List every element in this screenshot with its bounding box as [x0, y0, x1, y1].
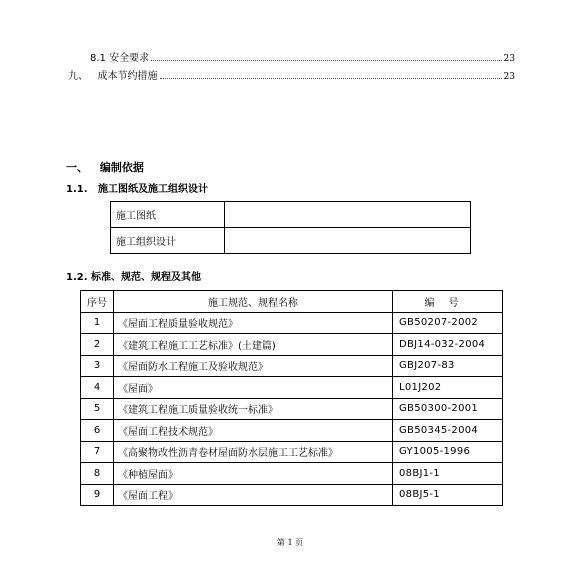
- section-heading: [66, 159, 144, 175]
- table-cell-no: 8: [81, 463, 114, 485]
- table-cell-no: 5: [81, 398, 114, 420]
- table-row: [111, 202, 471, 228]
- table-cell-value: [225, 202, 471, 228]
- column-header-no: 序号: [81, 291, 114, 313]
- table-cell-no: 7: [81, 441, 114, 463]
- page-number: 第 1 页: [276, 538, 304, 547]
- standards-table-body: [81, 312, 503, 506]
- table-row: [81, 420, 503, 442]
- toc-entry[interactable]: [68, 67, 515, 82]
- table-cell-name: 《屋面防水工程施工及验收规范》: [114, 355, 393, 377]
- table-cell-name: 《屋面工程》: [114, 484, 393, 506]
- table-cell-no: 4: [81, 377, 114, 399]
- table-cell-code: GBJ207-83: [393, 355, 503, 377]
- table-row: [81, 484, 503, 506]
- table-row: [81, 398, 503, 420]
- table-cell-no: 9: [81, 484, 114, 506]
- toc-entry-label: 九、 成本节约措施: [68, 71, 158, 82]
- table-cell-no: 3: [81, 355, 114, 377]
- toc-entry-page: 23: [503, 72, 515, 82]
- table-cell-name: 《屋面工程质量验收规范》: [114, 312, 393, 334]
- table-row: [81, 463, 503, 485]
- table-row: [111, 228, 471, 254]
- section-number: 一、: [66, 161, 88, 174]
- table-header-row: [81, 291, 503, 313]
- table-cell-no: 1: [81, 312, 114, 334]
- column-header-code: 编号: [393, 291, 503, 313]
- table-cell-name: 《屋面》: [114, 377, 393, 399]
- toc-entry[interactable]: [90, 49, 515, 64]
- toc-leader-dots: [160, 77, 502, 79]
- toc-entry-label: 8.1 安全要求: [90, 53, 150, 64]
- table-row: [81, 312, 503, 334]
- table-cell-name: 《建筑工程施工质量验收统一标准》: [114, 398, 393, 420]
- table-cell-code: GB50207-2002: [393, 312, 503, 334]
- standards-table: [80, 290, 503, 506]
- table-cell-label: 施工组织设计: [111, 228, 225, 254]
- table-cell-label: 施工图纸: [111, 202, 225, 228]
- table-cell-value: [225, 228, 471, 254]
- toc-leader-dots: [151, 59, 501, 61]
- subsection-heading: 1.2. 标准、规范、规程及其他: [66, 272, 201, 283]
- table-row: [81, 334, 503, 356]
- table-cell-name: 《建筑工程施工工艺标准》(土建篇): [114, 334, 393, 356]
- table-cell-code: 08BJ1-1: [393, 463, 503, 485]
- table-cell-code: 08BJ5-1: [393, 484, 503, 506]
- section-title: 编制依据: [99, 161, 144, 174]
- table-cell-code: GB50345-2004: [393, 420, 503, 442]
- subsection-heading: 1.1. 施工图纸及施工组织设计: [66, 184, 208, 195]
- table-cell-code: L01J202: [393, 377, 503, 399]
- table-row: [81, 377, 503, 399]
- table-cell-no: 2: [81, 334, 114, 356]
- table-cell-code: DBJ14-032-2004: [393, 334, 503, 356]
- table-row: [81, 441, 503, 463]
- drawings-table: [110, 201, 471, 254]
- table-cell-name: 《屋面工程技术规范》: [114, 420, 393, 442]
- table-cell-code: GB50300-2001: [393, 398, 503, 420]
- table-cell-code: GY1005-1996: [393, 441, 503, 463]
- table-cell-name: 《高聚物改性沥青卷材屋面防水层施工工艺标准》: [114, 441, 393, 463]
- column-header-name: 施工规范、规程名称: [114, 291, 393, 313]
- toc-entry-page: 23: [503, 54, 515, 64]
- table-cell-no: 6: [81, 420, 114, 442]
- table-cell-name: 《种植屋面》: [114, 463, 393, 485]
- table-row: [81, 355, 503, 377]
